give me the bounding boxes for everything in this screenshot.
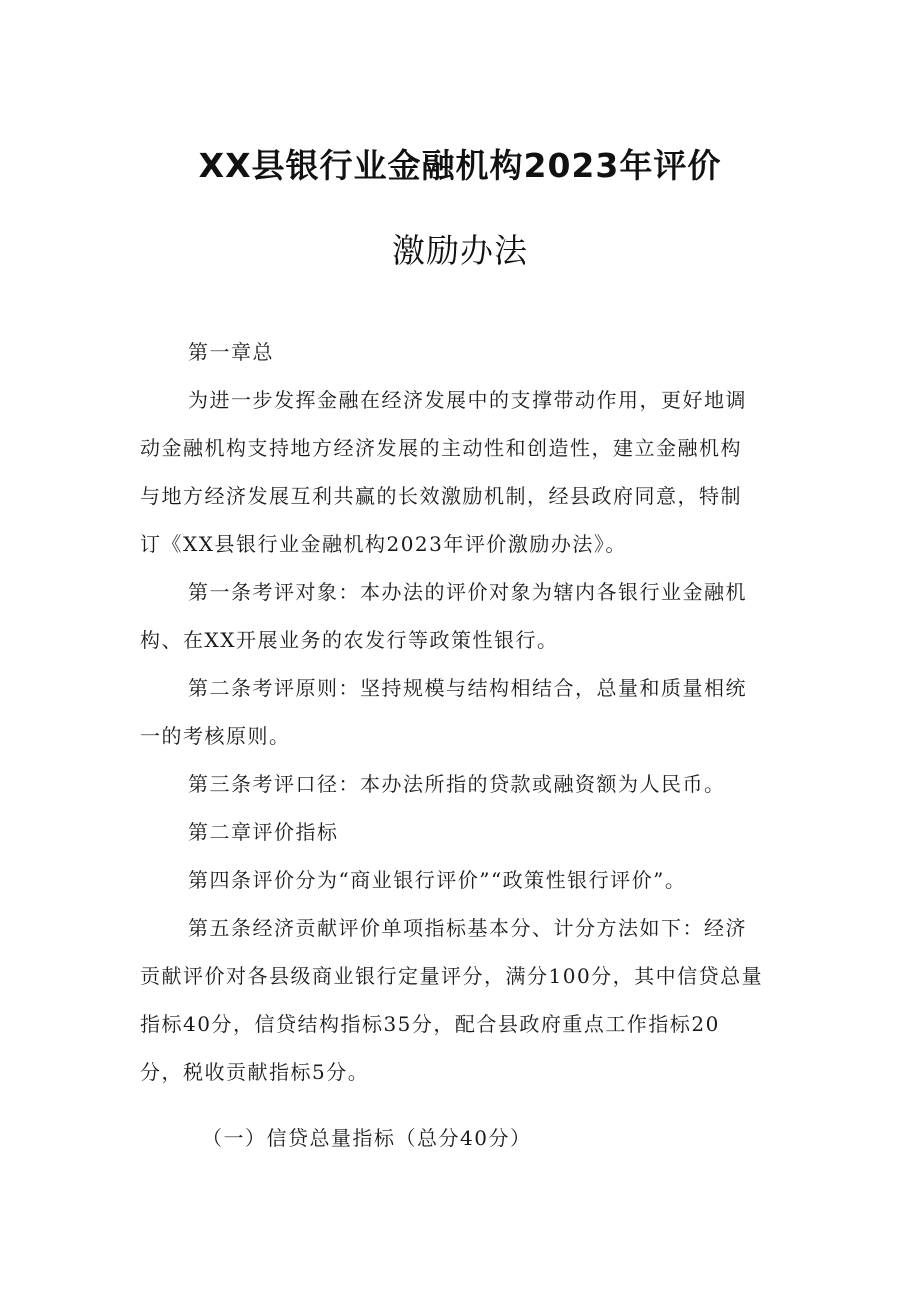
text-line: 第二条考评原则：坚持规模与结构相结合，总量和质量相统 xyxy=(188,676,747,700)
text-line: 第五条经济贡献评价单项指标基本分、计分方法如下：经济 xyxy=(188,916,747,940)
text-line: 为进一步发挥金融在经济发展中的支撑带动作用，更好地调 xyxy=(188,388,747,412)
text-line: 动金融机构支持地方经济发展的主动性和创造性，建立金融机构 xyxy=(140,436,742,460)
text-line: （一）信贷总量指标（总分40分） xyxy=(202,1126,532,1150)
article-5 xyxy=(140,904,782,1096)
section-1-heading xyxy=(140,1114,782,1162)
text-line: 第三条考评口径：本办法所指的贷款或融资额为人民币。 xyxy=(188,772,726,796)
text-line: 订《XX县银行业金融机构2023年评价激励办法》。 xyxy=(140,532,627,556)
article-1 xyxy=(140,568,782,664)
article-4 xyxy=(140,856,782,904)
text-line: 构、在XX开展业务的农发行等政策性银行。 xyxy=(140,628,559,652)
document-subtitle: 激励办法 xyxy=(392,231,528,270)
chapter-2-heading xyxy=(140,808,782,856)
text-line: 第四条评价分为“商业银行评价”“政策性银行评价”。 xyxy=(188,868,687,892)
document-title: XX县银行业金融机构2023年评价 xyxy=(198,146,722,185)
text-line: 分，税收贡献指标5分。 xyxy=(140,1060,370,1084)
intro-paragraph xyxy=(140,376,782,568)
text-line: 一的考核原则。 xyxy=(140,724,291,748)
text-line: 第一条考评对象：本办法的评价对象为辖内各银行业金融机 xyxy=(188,580,747,604)
article-3 xyxy=(140,760,782,808)
chapter-1-heading xyxy=(140,328,782,376)
text-line: 第二章评价指标 xyxy=(188,820,339,844)
text-line: 指标40分，信贷结构指标35分，配合县政府重点工作指标20 xyxy=(140,1012,720,1036)
text-line: 第一章总 xyxy=(188,340,274,364)
text-line: 与地方经济发展互利共赢的长效激励机制，经县政府同意，特制 xyxy=(140,484,742,508)
article-2 xyxy=(140,664,782,760)
text-line: 贡献评价对各县级商业银行定量评分，满分100分，其中信贷总量 xyxy=(140,964,764,988)
